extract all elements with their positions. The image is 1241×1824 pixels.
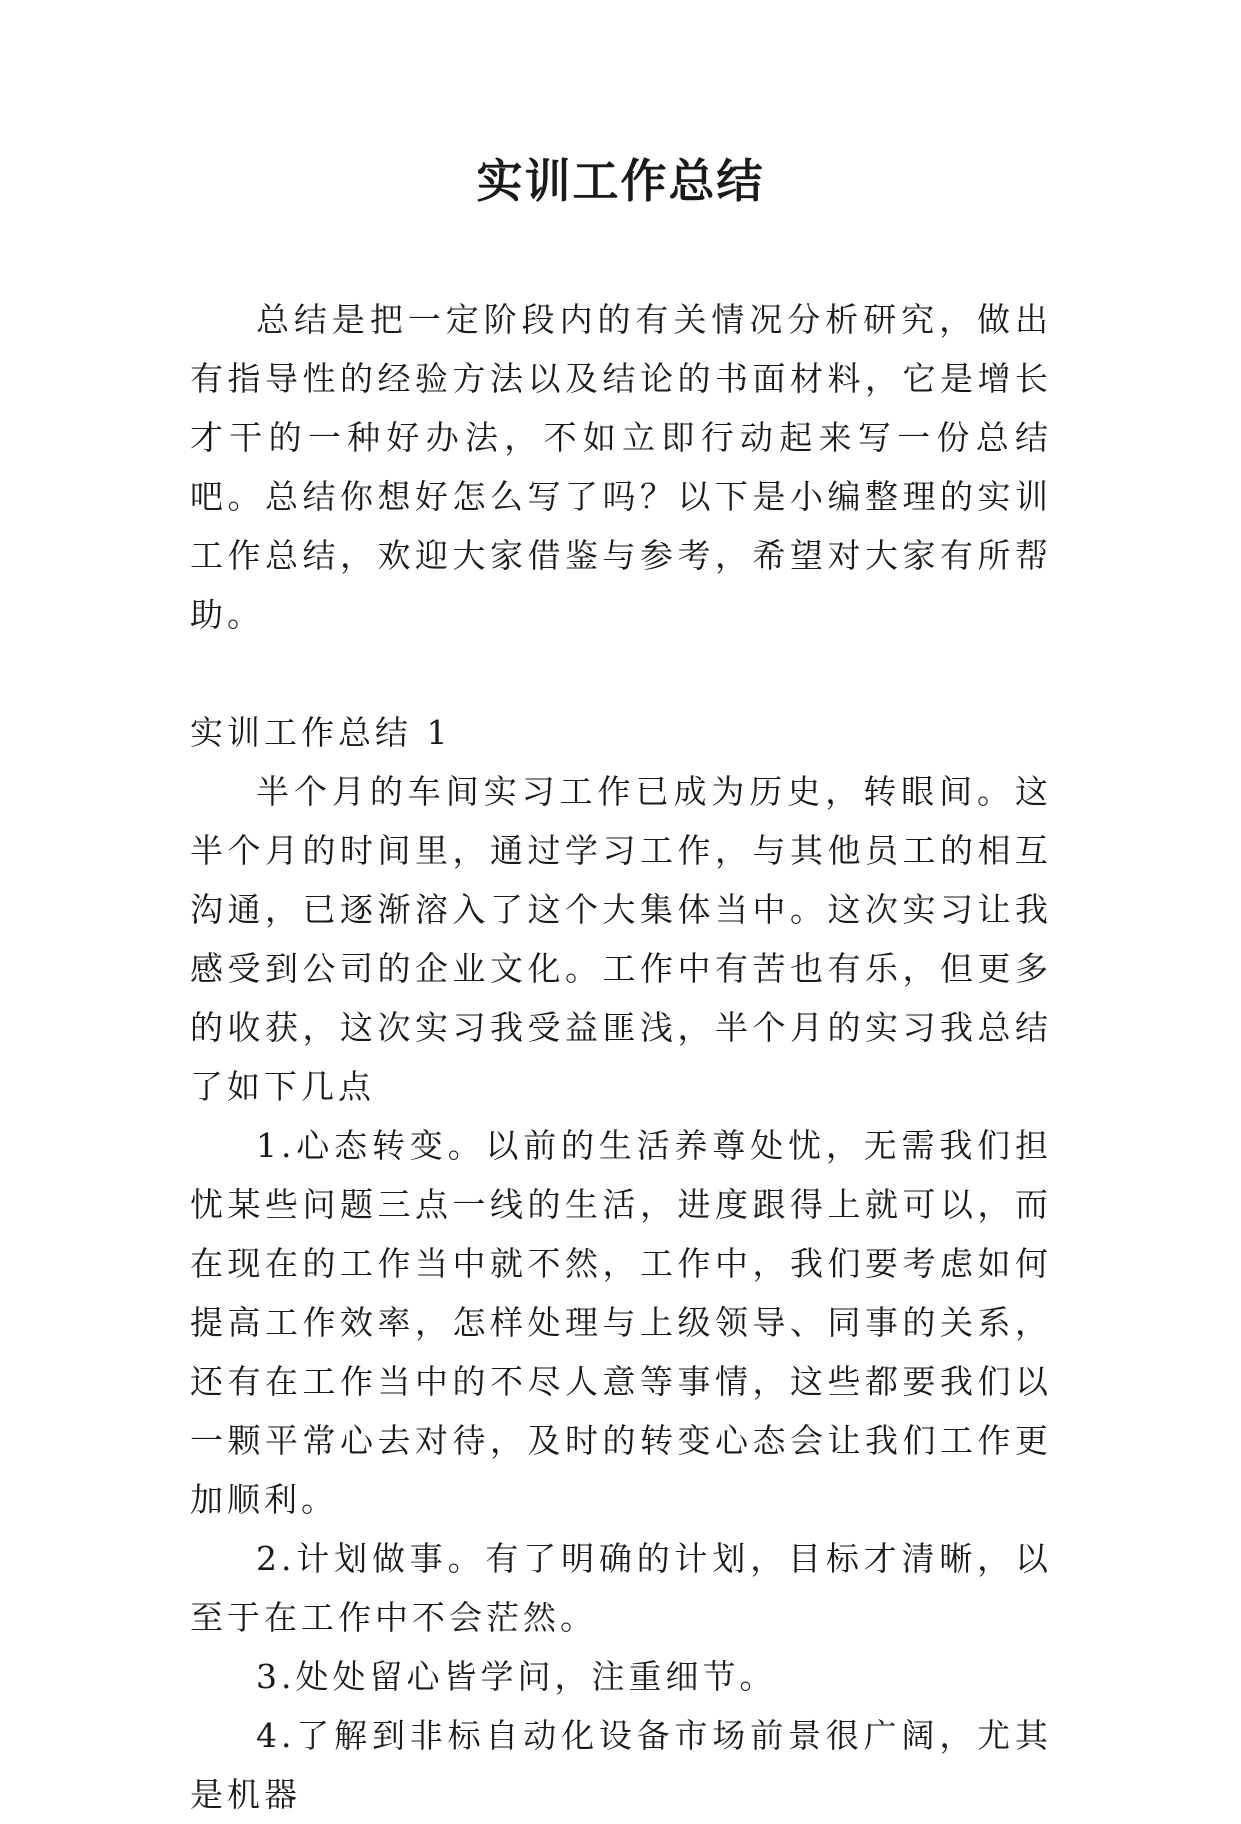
body-paragraph: 1.心态转变。以前的生活养尊处忧，无需我们担忧某些问题三点一线的生活，进度跟得上就可以，而在现在的工作当中就不然，工作中，我们要考虑如何提高工作效率，怎样处理与上级领导、同事的关系，还有在工作当中的不尽人意等事情，这些都要我们以一颗平常心去对待，及时的转变心态会让我们工作更加顺利。 (190, 1126, 1052, 1519)
body-paragraph: 2.计划做事。有了明确的计划，目标才清晰，以至于在工作中不会茫然。 (190, 1539, 1052, 1637)
intro-paragraph: 总结是把一定阶段内的有关情况分析研究，做出有指导性的经验方法以及结论的书面材料，它是增长才干的一种好办法，不如立即行动起来写一份总结吧。总结你想好怎么写了吗？以下是小编整理的实训工作总结，欢迎大家借鉴与参考，希望对大家有所帮助。 (190, 300, 1052, 634)
body-paragraph: 4.了解到非标自动化设备市场前景很广阔，尤其是机器 (190, 1716, 1052, 1814)
section-heading: 实训工作总结 1 (190, 713, 452, 752)
document-title: 实训工作总结 (476, 154, 765, 208)
body-paragraph: 3.处处留心皆学问，注重细节。 (256, 1657, 777, 1696)
document-body (190, 290, 1052, 1824)
body-paragraph: 半个月的车间实习工作已成为历史，转眼间。这半个月的时间里，通过学习工作，与其他员工的相互沟通，已逐渐溶入了这个大集体当中。这次实习让我感受到公司的企业文化。工作中有苦也有乐，但更多的收获，这次实习我受益匪浅，半个月的实习我总结了如下几点 (190, 772, 1052, 1106)
